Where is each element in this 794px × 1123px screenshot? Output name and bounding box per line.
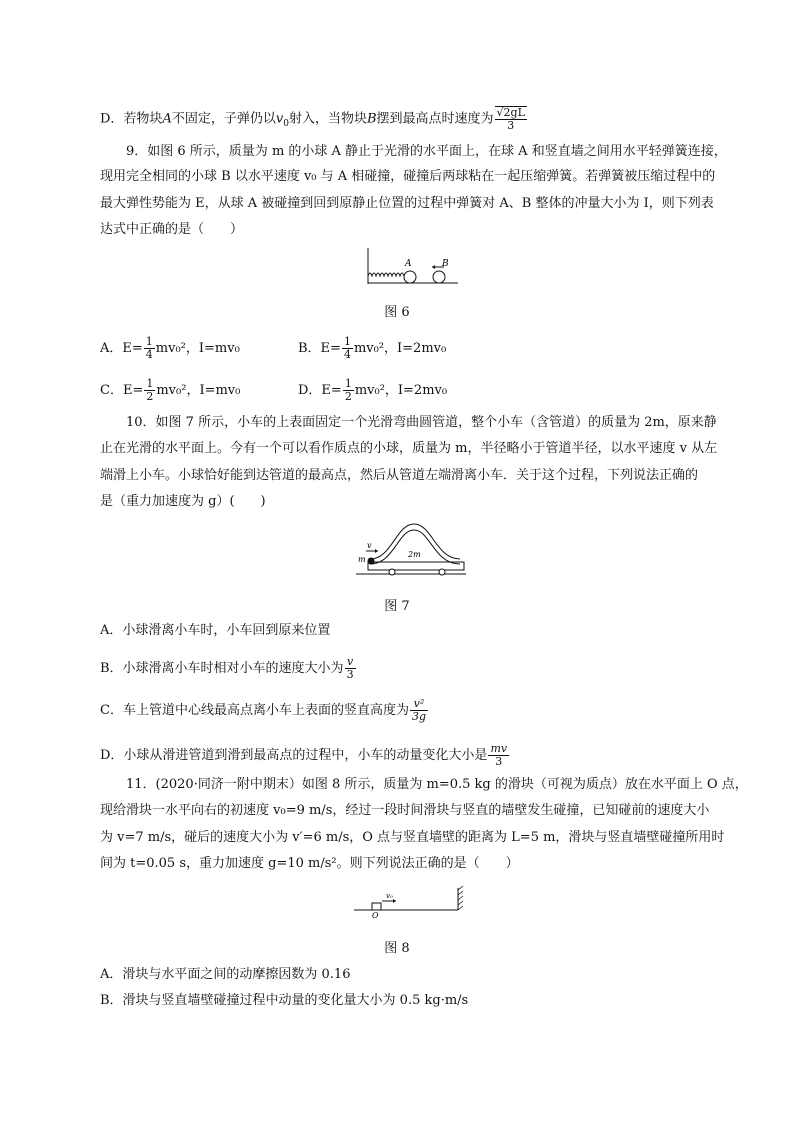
- q11-line-4: 间为 t=0.05 s，重力加速度 g=10 m/s²。则下列说法正确的是（ ）: [100, 856, 519, 871]
- fig7-wheel-right: [439, 569, 445, 575]
- fig8-arrowhead: [393, 899, 396, 903]
- q10-line-3: 端滑上小车。小球恰好能到达管道的最高点，然后从管道左端滑离小车．关于这个过程，下列说法正确的: [100, 468, 699, 483]
- q11-line-1: 11．(2020·同济一附中期末）如图 8 所示，质量为 m=0.5 kg 的滑块（可视为质点）放在水平面上 O 点，: [126, 777, 748, 792]
- q11-line-3: 为 v=7 m/s，碰后的速度大小为 v′=6 m/s，O 点与竖直墙壁的距离为 L=5 m，滑块与竖直墙壁碰撞所用时: [100, 830, 725, 845]
- fig6-arrowhead: [432, 265, 435, 269]
- fig7-cart: [368, 562, 464, 570]
- figure-6: [362, 246, 462, 288]
- q11-option-b: B．滑块与竖直墙壁碰撞过程中动量的变化量大小为 0.5 kg·m/s: [100, 993, 469, 1008]
- q9-line-3: 最大弹性势能为 E，从球 A 被碰撞到回到原静止位置的过程中弹簧对 A、B 整体的冲量大小为 I，则下列表: [100, 196, 714, 211]
- q9-option-c: C．E= $\frac{1}{2}$ mv₀²，I=mv₀: [100, 377, 241, 403]
- fig6-ball-a: [404, 271, 416, 283]
- fig7-arrowhead: [375, 549, 378, 553]
- figure-6-caption: 图 6: [384, 305, 410, 320]
- fig7-wheel-left: [389, 569, 395, 575]
- fig6-spring: [368, 273, 404, 276]
- fig8-label-o: O: [372, 911, 379, 918]
- q10-option-a: A．小球滑离小车时，小车回到原来位置: [100, 623, 331, 638]
- q9-line-4: 达式中正确的是（ ）: [100, 222, 244, 237]
- fig6-ball-b: [433, 271, 445, 283]
- fig7-label-m: m: [358, 555, 366, 564]
- figure-8-caption: 图 8: [384, 941, 410, 956]
- figure-7-caption: 图 7: [384, 599, 410, 614]
- fig8-slider: [372, 903, 381, 910]
- q10-option-c: C．车上管道中心线最高点离小车上表面的竖直高度为 $\frac{\text{v²}}{3g}$: [100, 697, 426, 723]
- fig7-label-v: v: [367, 541, 372, 550]
- figure-8: [352, 884, 466, 918]
- fig8-label-v0: v₀: [386, 892, 393, 900]
- q11-option-a: A．滑块与水平面之间的动摩擦因数为 0.16: [100, 967, 351, 982]
- fig8-wall-hatch: [458, 886, 463, 910]
- q10-line-4: 是（重力加速度为 g）( ): [100, 494, 266, 509]
- q8d-fraction: $\frac{√2gL}{3}$: [496, 106, 525, 132]
- fig6-label-a: A: [405, 259, 412, 269]
- q10-option-d: D．小球从滑进管道到滑到最高点的过程中，小车的动量变化大小是 $\frac{mv}{3}$: [100, 742, 508, 768]
- q8-option-d: D．若物块A不固定，子弹仍以$v_0$射入，当物块B摆到最高点时速度为 $\frac{√2gL}{3}$: [100, 106, 525, 132]
- fig7-label-2m: 2m: [408, 550, 421, 559]
- q10-option-b: B．小球滑离小车时相对小车的速度大小为 $\frac{v}{3}$: [100, 655, 354, 681]
- q9-line-2: 现用完全相同的小球 B 以水平速度 v₀ 与 A 相碰撞，碰撞后两球粘在一起压缩弹簧。若弹簧被压缩过程中的: [100, 169, 716, 184]
- q10-line-2: 止在光滑的水平面上。今有一个可以看作质点的小球，质量为 m，半径略小于管道半径，以水平速度 v 从左: [100, 441, 718, 456]
- q11-line-2: 现给滑块一水平向右的初速度 v₀=9 m/s，经过一段时间滑块与竖直的墙壁发生碰撞，已知碰前的速度大小: [100, 803, 710, 818]
- q9-option-b: B．E= $\frac{1}{4}$ mv₀²，I=2mv₀: [298, 335, 447, 361]
- q10-line-1: 10．如图 7 所示，小车的上表面固定一个光滑弯曲圆管道，整个小车（含管道）的质量为 2m，原来静: [126, 415, 717, 430]
- q9-option-a: A．E= $\frac{1}{4}$ mv₀²，I=mv₀: [100, 335, 240, 361]
- q9-option-d: D．E= $\frac{1}{2}$ mv₀²，I=2mv₀: [298, 377, 448, 403]
- fig7-ball: [368, 558, 375, 565]
- q9-line-1: 9．如图 6 所示，质量为 m 的小球 A 静止于光滑的水平面上，在球 A 和竖直墙之间用水平轻弹簧连接，: [126, 144, 727, 159]
- figure-7: [352, 520, 468, 578]
- fig6-label-b: B: [442, 259, 449, 269]
